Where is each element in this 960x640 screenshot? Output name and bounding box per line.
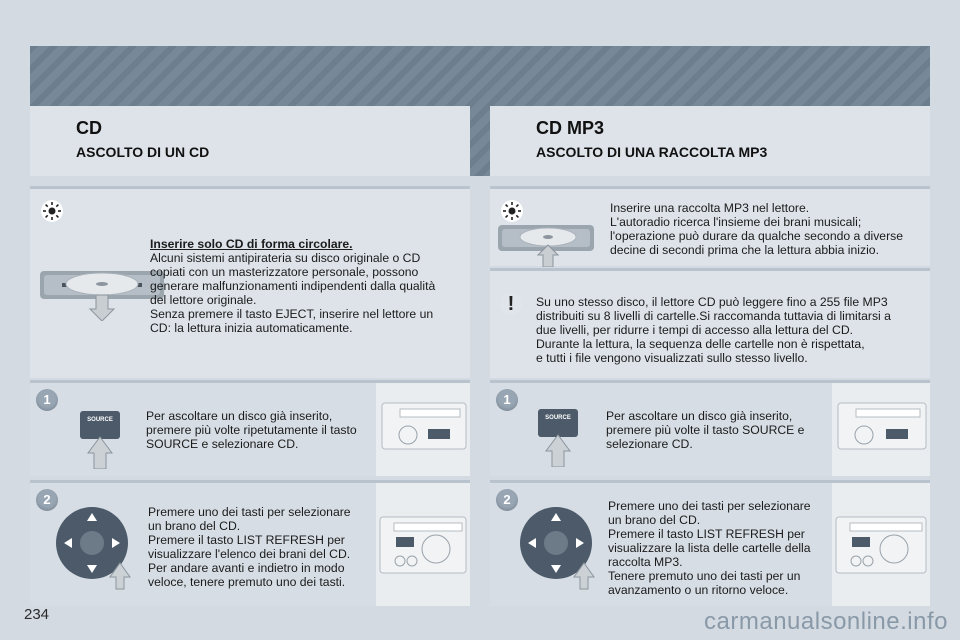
left-title: CD <box>76 118 102 138</box>
watermark: carmanualsonline.info <box>704 608 948 635</box>
sun-icon <box>500 199 524 223</box>
right-step1-section <box>490 380 930 476</box>
cd-player-illustration <box>498 223 594 267</box>
right-header <box>490 106 930 176</box>
step-line: Premere uno dei tasti per selezionare <box>608 499 811 513</box>
step-line: raccolta MP3. <box>608 555 683 569</box>
step-line: Premere uno dei tasti per selezionare <box>148 505 351 519</box>
step-line: Per andare avanti e indietro in modo <box>148 561 345 575</box>
warning-icon: ! <box>500 293 522 315</box>
step-line: Per ascoltare un disco già inserito, <box>606 409 793 423</box>
left-subtitle: ASCOLTO DI UN CD <box>76 144 210 160</box>
info-line: Alcuni sistemi antipirateria su disco originale o CD <box>150 251 421 265</box>
left-step2-section <box>30 480 470 606</box>
left-step1-section <box>30 380 470 476</box>
warning-line: due livelli, per ridurre i tempi di accesso alla lettura del CD. <box>536 323 854 337</box>
info-line: del lettore originale. <box>150 293 257 307</box>
left-info-section <box>30 186 470 378</box>
info-line: copiati con un masterizzatore personale, possono <box>150 265 419 279</box>
step-number-badge: 1 <box>496 389 518 411</box>
step-line: un brano del CD. <box>608 513 701 527</box>
right-info-text <box>610 201 928 257</box>
page-number: 234 <box>24 606 50 623</box>
right-subtitle: ASCOLTO DI UNA RACCOLTA MP3 <box>536 144 768 160</box>
navigation-buttons-illustration <box>54 497 134 593</box>
right-warning-text <box>536 295 926 365</box>
right-title: CD MP3 <box>536 118 605 138</box>
info-line: CD: la lettura inizia automaticamente. <box>150 321 353 335</box>
radio-panel-illustration <box>376 383 470 476</box>
step-line: visualizzare l'elenco dei brani del CD. <box>148 547 351 561</box>
warning-line: Durante la lettura, la sequenza delle cartelle non è rispettata, <box>536 337 865 351</box>
sun-icon <box>40 199 64 223</box>
step-number-badge: 2 <box>36 489 58 511</box>
step-number-badge: 1 <box>36 389 58 411</box>
step-line: un brano del CD. <box>148 519 241 533</box>
warning-line: Su uno stesso disco, il lettore CD può leggere fino a 255 file MP3 <box>536 295 888 309</box>
left-header <box>30 106 470 176</box>
left-info-text <box>150 237 460 335</box>
radio-panel-illustration <box>832 383 930 476</box>
right-warning-section <box>490 268 930 378</box>
step-line: avanzamento o un ritorno veloce. <box>608 583 789 597</box>
radio-panel-illustration <box>376 483 470 606</box>
step-line: premere più volte il tasto SOURCE e <box>606 423 805 437</box>
right-step2-section <box>490 480 930 606</box>
radio-panel-illustration <box>832 483 930 606</box>
info-line: decine di secondi prima che la lettura abbia inizio. <box>610 243 879 257</box>
step-line: SOURCE e selezionare CD. <box>146 437 299 451</box>
navigation-buttons-illustration <box>518 497 598 593</box>
info-line: l'operazione può durare da qualche secondo a diverse <box>610 229 903 243</box>
left-step2-text <box>148 505 378 589</box>
info-line: L'autoradio ricerca l'insieme dei brani musicali; <box>610 215 862 229</box>
step-line: Tenere premuto uno dei tasti per un <box>608 569 801 583</box>
step-line: Premere il tasto LIST REFRESH per <box>148 533 345 547</box>
right-info-section <box>490 186 930 266</box>
info-line: generare malfunzionamenti indipendenti dalla qualità <box>150 279 436 293</box>
left-step1-text <box>146 409 376 451</box>
source-button-label: SOURCE <box>545 415 571 421</box>
step-number-badge: 2 <box>496 489 518 511</box>
step-line: premere più volte ripetutamente il tasto <box>146 423 357 437</box>
right-step1-text <box>606 409 836 451</box>
warning-line: e tutti i file vengono visualizzati sullo stesso livello. <box>536 351 808 365</box>
cd-player-illustration <box>40 265 164 321</box>
source-button-label: SOURCE <box>87 417 113 423</box>
right-step2-text <box>608 499 838 597</box>
step-line: Premere il tasto LIST REFRESH per <box>608 527 805 541</box>
step-line: Per ascoltare un disco già inserito, <box>146 409 333 423</box>
info-bold-line: Inserire solo CD di forma circolare. <box>150 237 353 251</box>
step-line: selezionare CD. <box>606 437 693 451</box>
info-line: Senza premere il tasto EJECT, inserire nel lettore un <box>150 307 434 321</box>
step-line: veloce, tenere premuto uno dei tasti. <box>148 575 346 589</box>
step-line: visualizzare la lista delle cartelle della <box>608 541 811 555</box>
warning-line: distribuiti su 8 livelli di cartelle.Si raccomanda tuttavia di limitarsi a <box>536 309 891 323</box>
info-line: Inserire una raccolta MP3 nel lettore. <box>610 201 810 215</box>
